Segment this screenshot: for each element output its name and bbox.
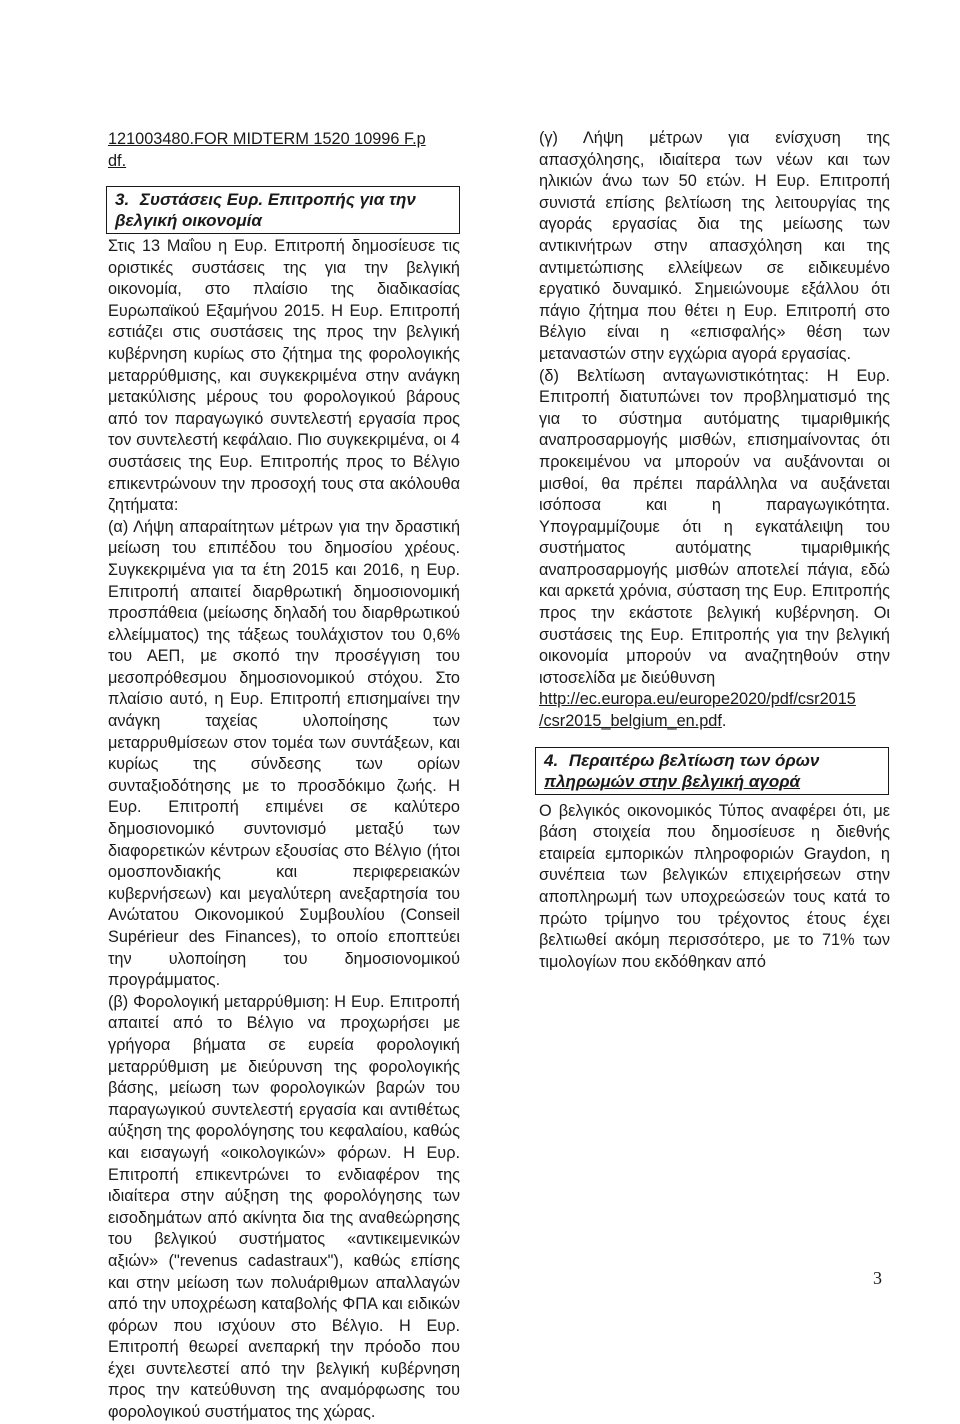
section-3-point-c: (γ) Λήψη μέτρων για ενίσχυση της απασχόλησης, ιδιαίτερα των νέων και των ηλικιών άνω των 50 ετών. Η Ευρ. Επιτροπή συνιστά επίσης βελτίωση της λειτουργίας της αγοράς εργασίας δια της μείωσης των αντικινήτρων στην απασχόληση και της αντιμετώπισης ελλείψεων σε ειδικευμένο εργατικό δυναμικό. Σημειώνουμε εξάλλου ότι πάγιο ζήτημα που θέτει η Ευρ. Επιτροπή στο Βέλγιο είναι η «επισφαλής» θέση των μεταναστών στην εγχώρια αγορά εργασίας. [539, 129, 890, 363]
section-3-point-d: (δ) Βελτίωση ανταγωνιστικότητας: Η Ευρ. Επιτροπή διατυπώνει τον προβληματισμό της για το σύστημα αυτόματης τιμαριθμικής αναπροσαρμογής μισθών, επισημαίνοντας ότι προκειμένου να μπορούν να αυξάνονται οι μισθοί, θα πρέπει παράλληλα να αυξάνεται ισόποσα και η παραγωγικότητα. Υπογραμμίζουμε ότι η εγκατάλειψη του συστήματος αυτόματης τιμαριθμικής αναπροσαρμογής μισθών αποτελεί πάγια, εδώ και αρκετά χρόνια, σύσταση της Ευρ. Επιτροπής προς την εκάστοτε βελγική κυβέρνηση. Οι συστάσεις της Ευρ. Επιτροπής για την βελγική οικονομία μπορούν να αναζητηθούν στην ιστοσελίδα με διεύθυνση [539, 366, 890, 687]
section-3-point-b: (β) Φορολογική μεταρρύθμιση: Η Ευρ. Επιτροπή απαιτεί από το Βέλγιο να προχωρήσει με γρήγορα βήματα σε ευρεία φορολογική μεταρρύθμιση με διεύρυνση της φορολογικής βάσης, μείωση των φορολογικών βαρών του παραγωγικού συντελεστή εργασία και αντιθέτως αύξηση της φορολόγησης του κεφαλαίου, καθώς και εισαγωγή «οικολογικών» φόρων. Η Ευρ. Επιτροπή επικεντρώνει το ενδιαφέρον της ιδιαίτερα στην αύξηση της φορολόγησης των εισοδημάτων από ακίνητα δια της αναθεώρησης του βελγικού συστήματος «αντικειμενικών αξιών» ("revenus cadastraux"), καθώς επίσης και στην μείωση των πολυάριθμων απαλλαγών από την υποχρέωση καταβολής ΦΠΑ και ειδικών φόρων που ισχύουν στο Βέλγιο. Η Ευρ. Επιτροπή θεωρεί ανεπαρκή την πρόοδο που έχει συντελεστεί από την βελγική κυβέρνηση προς την κατεύθυνση της αναμόρφωσης του φορολογικού συστήματος της χώρας. [108, 992, 460, 1422]
right-column [539, 128, 890, 973]
section-4-number: 4. [544, 750, 559, 770]
file-name-line-1: 121003480.FOR MIDTERM 1520 10996 F.p [108, 130, 426, 148]
section-3-heading [106, 186, 460, 234]
page-number: 3 [873, 1268, 882, 1288]
csr-link-paragraph [539, 689, 890, 732]
csr-link-suffix: . [721, 712, 727, 731]
section-3-title-line-2: βελγική οικονομία [115, 211, 262, 230]
section-3-point-a: (α) Λήψη απαραίτητων μέτρων για την δραστική μείωση του επιπέδου του δημοσίου χρέους. Συγκεκριμένα για τα έτη 2015 και 2016, η Ευρ. Επιτροπή απαιτεί διαρθρωτική δημοσιονομική προσπάθεια (μείωσης δηλαδή του διαρθρωτικού ελλείμματος) της τάξεως τουλάχιστον του 0,6% του ΑΕΠ, με σκοπό την προσέγγιση του μεσοπρόθεσμου δημοσιονομικού στόχου. Στο πλαίσιο αυτό, η Ευρ. Επιτροπή επισημαίνει την ανάγκη ταχείας υλοποίησης των μεταρρυθμίσεων στον τομέα των συντάξεων, και κυρίως της σύνδεσης των ορίων συνταξιοδότησης με το προσδόκιμο ζωής. Η Ευρ. Επιτροπή επιμένει σε καλύτερο δημοσιονομικό συντονισμό μεταξύ των διαφορετικών κέντρων εξουσίας στο Βέλγιο (ήτοι ομοσπονδιακής και περιφερειακών κυβερνήσεων) και μεγαλύτερη ανεξαρτησία του Ανώτατου Οικονομικού Συμβουλίου (Conseil Supérieur des Finances), το οποίο εποπτεύει την υλοποίηση του δημοσιονομικού προγράμματος. [108, 517, 460, 990]
section-4-title-line-1: Περαιτέρω βελτίωση των όρων [568, 750, 820, 770]
left-column [108, 128, 460, 1424]
file-name-line-2: df. [108, 152, 127, 170]
section-3-intro-paragraph: Στις 13 Μαΐου η Ευρ. Επιτροπή δημοσίευσε τις οριστικές συστάσεις της για την βελγική οικονομία, στο πλαίσιο της διαδικασίας Ευρωπαϊκού Εξαμήνου 2015. Η Ευρ. Επιτροπή εστιάζει στις συστάσεις της προς την βελγική κυβέρνηση κυρίως στο ζήτημα της φορολογικής μεταρρύθμισης, και συγκεκριμένα στην ανάγκη μετακύλισης μέρους του φορολογικού βάρους από τον παραγωγικό συντελεστή εργασία προς τον συντελεστή κεφάλαιο. Πιο συγκεκριμένα, οι 4 συστάσεις της Ευρ. Επιτροπής προς το Βέλγιο επικεντρώνουν την προσοχή τους στα ακόλουθα ζητήματα: [108, 237, 460, 515]
section-3-title-line-1: Συστάσεις Ευρ. Επιτροπής για την [139, 190, 416, 209]
csr-link-line-1[interactable]: http://ec.europa.eu/europe2020/pdf/csr2015 [539, 690, 856, 709]
section-4-title-line-2: πληρωμών στην βελγική αγορά [544, 771, 801, 791]
csr-link-line-2[interactable]: /csr2015_belgium_en.pdf [539, 712, 722, 731]
section-4-body-paragraph: Ο βελγικός οικονομικός Τύπος αναφέρει ότι, με βάση στοιχεία που δημοσίευσε η διεθνής εταιρεία εμπορικών πληροφοριών Graydon, η συνέπεια των βελγικών επιχειρήσεων στην αποπληρωμή των υποχρεώσεών τους κατά το πρώτο τρίμηνο του τρέχοντος έτους έχει βελτιωθεί ακόμη περισσότερο, με το 71% των τιμολογίων που εκδόθηκαν από [539, 801, 890, 971]
section-3-number: 3. [115, 190, 130, 209]
section-4-heading [535, 747, 889, 795]
